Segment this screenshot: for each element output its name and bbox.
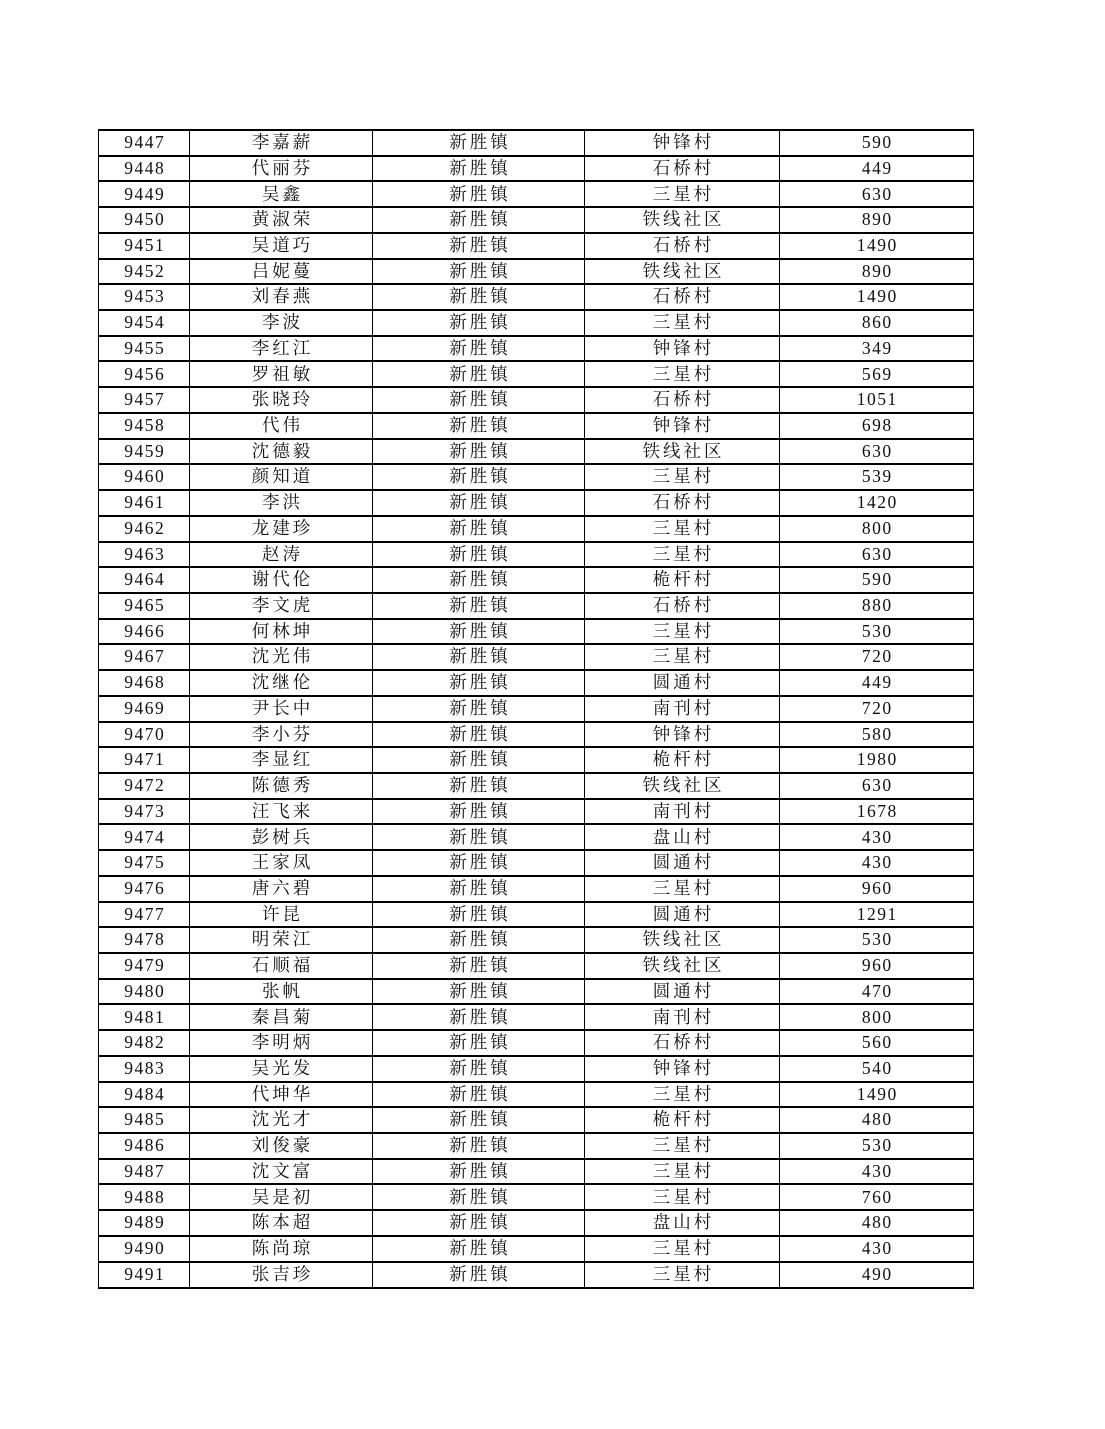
cell-person-name: 吴鑫	[190, 181, 373, 207]
table-row	[99, 310, 974, 336]
cell-village: 圆通村	[585, 850, 780, 876]
table-row	[99, 387, 974, 413]
cell-town: 新胜镇	[373, 464, 585, 490]
cell-village: 三星村	[585, 361, 780, 387]
cell-village: 圆通村	[585, 979, 780, 1005]
cell-amount: 1490	[780, 284, 974, 310]
cell-person-name: 沈光伟	[190, 644, 373, 670]
cell-serial-number: 9458	[99, 413, 190, 439]
cell-town: 新胜镇	[373, 1133, 585, 1159]
cell-person-name: 代坤华	[190, 1082, 373, 1108]
cell-serial-number: 9455	[99, 336, 190, 362]
cell-town: 新胜镇	[373, 361, 585, 387]
cell-serial-number: 9491	[99, 1262, 190, 1288]
cell-town: 新胜镇	[373, 233, 585, 259]
cell-village: 钟锋村	[585, 722, 780, 748]
cell-village: 三星村	[585, 876, 780, 902]
cell-serial-number: 9487	[99, 1159, 190, 1185]
cell-town: 新胜镇	[373, 1030, 585, 1056]
table-row	[99, 1236, 974, 1262]
roster-table-body	[99, 130, 974, 1288]
cell-amount: 880	[780, 593, 974, 619]
cell-person-name: 李波	[190, 310, 373, 336]
cell-amount: 430	[780, 850, 974, 876]
cell-serial-number: 9477	[99, 902, 190, 928]
table-row	[99, 284, 974, 310]
cell-village: 石桥村	[585, 233, 780, 259]
table-row	[99, 1107, 974, 1133]
cell-town: 新胜镇	[373, 824, 585, 850]
cell-serial-number: 9459	[99, 439, 190, 465]
cell-serial-number: 9449	[99, 181, 190, 207]
cell-town: 新胜镇	[373, 439, 585, 465]
cell-village: 钟锋村	[585, 413, 780, 439]
cell-village: 钟锋村	[585, 1056, 780, 1082]
cell-amount: 480	[780, 1210, 974, 1236]
cell-person-name: 黄淑荣	[190, 207, 373, 233]
cell-town: 新胜镇	[373, 1004, 585, 1030]
cell-town: 新胜镇	[373, 876, 585, 902]
table-row	[99, 130, 974, 156]
cell-serial-number: 9475	[99, 850, 190, 876]
cell-village: 钟锋村	[585, 336, 780, 362]
cell-person-name: 刘春燕	[190, 284, 373, 310]
cell-village: 三星村	[585, 644, 780, 670]
table-row	[99, 567, 974, 593]
cell-town: 新胜镇	[373, 619, 585, 645]
cell-person-name: 颜知道	[190, 464, 373, 490]
cell-person-name: 明荣江	[190, 927, 373, 953]
table-row	[99, 1210, 974, 1236]
cell-amount: 720	[780, 696, 974, 722]
cell-village: 桅杆村	[585, 1107, 780, 1133]
cell-village: 铁线社区	[585, 927, 780, 953]
cell-town: 新胜镇	[373, 490, 585, 516]
cell-amount: 960	[780, 876, 974, 902]
cell-amount: 1420	[780, 490, 974, 516]
cell-town: 新胜镇	[373, 747, 585, 773]
table-row	[99, 464, 974, 490]
cell-person-name: 尹长中	[190, 696, 373, 722]
cell-town: 新胜镇	[373, 1262, 585, 1288]
cell-amount: 560	[780, 1030, 974, 1056]
cell-serial-number: 9461	[99, 490, 190, 516]
cell-amount: 539	[780, 464, 974, 490]
cell-person-name: 沈文富	[190, 1159, 373, 1185]
cell-town: 新胜镇	[373, 799, 585, 825]
cell-town: 新胜镇	[373, 516, 585, 542]
cell-serial-number: 9465	[99, 593, 190, 619]
cell-village: 桅杆村	[585, 567, 780, 593]
cell-village: 石桥村	[585, 593, 780, 619]
cell-town: 新胜镇	[373, 130, 585, 156]
cell-person-name: 吴道巧	[190, 233, 373, 259]
cell-amount: 430	[780, 824, 974, 850]
cell-village: 铁线社区	[585, 773, 780, 799]
cell-person-name: 沈德毅	[190, 439, 373, 465]
cell-serial-number: 9486	[99, 1133, 190, 1159]
cell-person-name: 刘俊豪	[190, 1133, 373, 1159]
cell-serial-number: 9469	[99, 696, 190, 722]
cell-town: 新胜镇	[373, 1159, 585, 1185]
cell-serial-number: 9452	[99, 259, 190, 285]
cell-serial-number: 9456	[99, 361, 190, 387]
cell-person-name: 陈本超	[190, 1210, 373, 1236]
cell-amount: 1490	[780, 1082, 974, 1108]
table-row	[99, 156, 974, 182]
cell-serial-number: 9478	[99, 927, 190, 953]
table-row	[99, 1082, 974, 1108]
cell-village: 盘山村	[585, 1210, 780, 1236]
cell-serial-number: 9451	[99, 233, 190, 259]
cell-amount: 890	[780, 207, 974, 233]
cell-person-name: 许昆	[190, 902, 373, 928]
cell-amount: 449	[780, 156, 974, 182]
cell-town: 新胜镇	[373, 979, 585, 1005]
cell-serial-number: 9481	[99, 1004, 190, 1030]
cell-serial-number: 9447	[99, 130, 190, 156]
table-row	[99, 619, 974, 645]
cell-amount: 698	[780, 413, 974, 439]
cell-village: 圆通村	[585, 902, 780, 928]
cell-town: 新胜镇	[373, 644, 585, 670]
cell-village: 三星村	[585, 1262, 780, 1288]
cell-town: 新胜镇	[373, 181, 585, 207]
cell-amount: 430	[780, 1159, 974, 1185]
cell-serial-number: 9482	[99, 1030, 190, 1056]
cell-serial-number: 9479	[99, 953, 190, 979]
cell-amount: 1980	[780, 747, 974, 773]
cell-person-name: 龙建珍	[190, 516, 373, 542]
cell-serial-number: 9480	[99, 979, 190, 1005]
table-row	[99, 1030, 974, 1056]
cell-serial-number: 9470	[99, 722, 190, 748]
cell-amount: 860	[780, 310, 974, 336]
roster-table	[98, 129, 974, 1289]
cell-amount: 530	[780, 619, 974, 645]
cell-village: 三星村	[585, 310, 780, 336]
cell-person-name: 李嘉薪	[190, 130, 373, 156]
cell-town: 新胜镇	[373, 156, 585, 182]
cell-village: 三星村	[585, 1133, 780, 1159]
cell-village: 石桥村	[585, 1030, 780, 1056]
cell-person-name: 王家凤	[190, 850, 373, 876]
cell-village: 三星村	[585, 516, 780, 542]
cell-village: 铁线社区	[585, 953, 780, 979]
cell-amount: 430	[780, 1236, 974, 1262]
cell-amount: 630	[780, 542, 974, 568]
cell-village: 铁线社区	[585, 439, 780, 465]
cell-person-name: 陈德秀	[190, 773, 373, 799]
table-row	[99, 361, 974, 387]
cell-village: 三星村	[585, 619, 780, 645]
table-row	[99, 259, 974, 285]
table-row	[99, 799, 974, 825]
cell-town: 新胜镇	[373, 850, 585, 876]
cell-person-name: 吴光发	[190, 1056, 373, 1082]
table-row	[99, 644, 974, 670]
cell-serial-number: 9473	[99, 799, 190, 825]
cell-town: 新胜镇	[373, 773, 585, 799]
cell-person-name: 吴是初	[190, 1184, 373, 1210]
table-row	[99, 1133, 974, 1159]
cell-person-name: 吕妮蔓	[190, 259, 373, 285]
cell-amount: 530	[780, 927, 974, 953]
cell-person-name: 张帆	[190, 979, 373, 1005]
cell-amount: 960	[780, 953, 974, 979]
cell-town: 新胜镇	[373, 1107, 585, 1133]
cell-amount: 890	[780, 259, 974, 285]
cell-serial-number: 9464	[99, 567, 190, 593]
cell-serial-number: 9467	[99, 644, 190, 670]
cell-town: 新胜镇	[373, 1210, 585, 1236]
cell-village: 三星村	[585, 1082, 780, 1108]
table-row	[99, 1159, 974, 1185]
cell-amount: 349	[780, 336, 974, 362]
cell-person-name: 代伟	[190, 413, 373, 439]
cell-village: 石桥村	[585, 387, 780, 413]
table-row	[99, 1184, 974, 1210]
cell-amount: 630	[780, 181, 974, 207]
cell-amount: 1051	[780, 387, 974, 413]
cell-serial-number: 9454	[99, 310, 190, 336]
cell-village: 三星村	[585, 542, 780, 568]
table-row	[99, 439, 974, 465]
cell-town: 新胜镇	[373, 696, 585, 722]
table-row	[99, 876, 974, 902]
cell-village: 南刊村	[585, 1004, 780, 1030]
table-row	[99, 1056, 974, 1082]
table-row	[99, 850, 974, 876]
cell-serial-number: 9466	[99, 619, 190, 645]
cell-serial-number: 9476	[99, 876, 190, 902]
cell-amount: 480	[780, 1107, 974, 1133]
cell-town: 新胜镇	[373, 1056, 585, 1082]
cell-person-name: 张晓玲	[190, 387, 373, 413]
cell-person-name: 李显红	[190, 747, 373, 773]
cell-town: 新胜镇	[373, 1184, 585, 1210]
cell-person-name: 何林坤	[190, 619, 373, 645]
cell-village: 南刊村	[585, 696, 780, 722]
cell-amount: 1490	[780, 233, 974, 259]
table-row	[99, 233, 974, 259]
cell-serial-number: 9468	[99, 670, 190, 696]
cell-town: 新胜镇	[373, 542, 585, 568]
cell-amount: 590	[780, 567, 974, 593]
cell-person-name: 张吉珍	[190, 1262, 373, 1288]
table-row	[99, 516, 974, 542]
cell-serial-number: 9485	[99, 1107, 190, 1133]
cell-amount: 449	[780, 670, 974, 696]
cell-village: 圆通村	[585, 670, 780, 696]
cell-amount: 800	[780, 516, 974, 542]
table-row	[99, 1004, 974, 1030]
cell-amount: 1678	[780, 799, 974, 825]
cell-town: 新胜镇	[373, 722, 585, 748]
table-row	[99, 181, 974, 207]
cell-town: 新胜镇	[373, 670, 585, 696]
table-row	[99, 773, 974, 799]
cell-town: 新胜镇	[373, 953, 585, 979]
cell-serial-number: 9474	[99, 824, 190, 850]
cell-person-name: 罗祖敏	[190, 361, 373, 387]
cell-village: 三星村	[585, 1159, 780, 1185]
table-row	[99, 670, 974, 696]
cell-town: 新胜镇	[373, 927, 585, 953]
cell-serial-number: 9488	[99, 1184, 190, 1210]
cell-town: 新胜镇	[373, 284, 585, 310]
cell-person-name: 沈继伦	[190, 670, 373, 696]
cell-village: 铁线社区	[585, 207, 780, 233]
cell-person-name: 赵涛	[190, 542, 373, 568]
cell-person-name: 石顺福	[190, 953, 373, 979]
table-row	[99, 953, 974, 979]
cell-amount: 630	[780, 439, 974, 465]
cell-person-name: 秦昌菊	[190, 1004, 373, 1030]
cell-amount: 800	[780, 1004, 974, 1030]
cell-serial-number: 9462	[99, 516, 190, 542]
cell-town: 新胜镇	[373, 259, 585, 285]
cell-person-name: 沈光才	[190, 1107, 373, 1133]
cell-person-name: 李洪	[190, 490, 373, 516]
cell-town: 新胜镇	[373, 413, 585, 439]
table-row	[99, 207, 974, 233]
cell-amount: 720	[780, 644, 974, 670]
cell-town: 新胜镇	[373, 1082, 585, 1108]
cell-village: 盘山村	[585, 824, 780, 850]
cell-town: 新胜镇	[373, 593, 585, 619]
cell-town: 新胜镇	[373, 902, 585, 928]
table-row	[99, 490, 974, 516]
table-row	[99, 824, 974, 850]
cell-serial-number: 9448	[99, 156, 190, 182]
table-row	[99, 902, 974, 928]
table-row	[99, 979, 974, 1005]
cell-serial-number: 9472	[99, 773, 190, 799]
table-row	[99, 722, 974, 748]
cell-person-name: 汪飞来	[190, 799, 373, 825]
cell-person-name: 李小芬	[190, 722, 373, 748]
cell-amount: 530	[780, 1133, 974, 1159]
table-row	[99, 1262, 974, 1288]
table-row	[99, 413, 974, 439]
cell-village: 铁线社区	[585, 259, 780, 285]
cell-town: 新胜镇	[373, 207, 585, 233]
cell-serial-number: 9450	[99, 207, 190, 233]
cell-amount: 569	[780, 361, 974, 387]
cell-village: 三星村	[585, 181, 780, 207]
table-row	[99, 542, 974, 568]
cell-amount: 490	[780, 1262, 974, 1288]
cell-amount: 1291	[780, 902, 974, 928]
cell-serial-number: 9457	[99, 387, 190, 413]
cell-person-name: 代丽芬	[190, 156, 373, 182]
cell-serial-number: 9471	[99, 747, 190, 773]
table-row	[99, 927, 974, 953]
cell-serial-number: 9489	[99, 1210, 190, 1236]
cell-person-name: 唐六碧	[190, 876, 373, 902]
cell-person-name: 李红江	[190, 336, 373, 362]
cell-village: 石桥村	[585, 490, 780, 516]
table-row	[99, 593, 974, 619]
cell-town: 新胜镇	[373, 387, 585, 413]
cell-village: 石桥村	[585, 156, 780, 182]
table-row	[99, 747, 974, 773]
cell-amount: 580	[780, 722, 974, 748]
cell-village: 石桥村	[585, 284, 780, 310]
cell-town: 新胜镇	[373, 336, 585, 362]
cell-amount: 760	[780, 1184, 974, 1210]
cell-person-name: 陈尚琼	[190, 1236, 373, 1262]
cell-town: 新胜镇	[373, 567, 585, 593]
cell-town: 新胜镇	[373, 310, 585, 336]
cell-serial-number: 9483	[99, 1056, 190, 1082]
cell-serial-number: 9490	[99, 1236, 190, 1262]
cell-village: 三星村	[585, 1236, 780, 1262]
cell-person-name: 李明炳	[190, 1030, 373, 1056]
cell-town: 新胜镇	[373, 1236, 585, 1262]
cell-village: 南刊村	[585, 799, 780, 825]
cell-village: 三星村	[585, 1184, 780, 1210]
table-row	[99, 696, 974, 722]
cell-serial-number: 9453	[99, 284, 190, 310]
cell-person-name: 谢代伦	[190, 567, 373, 593]
cell-village: 三星村	[585, 464, 780, 490]
cell-amount: 630	[780, 773, 974, 799]
cell-serial-number: 9460	[99, 464, 190, 490]
cell-serial-number: 9463	[99, 542, 190, 568]
table-row	[99, 336, 974, 362]
cell-amount: 590	[780, 130, 974, 156]
cell-person-name: 李文虎	[190, 593, 373, 619]
cell-person-name: 彭树兵	[190, 824, 373, 850]
cell-village: 钟锋村	[585, 130, 780, 156]
cell-serial-number: 9484	[99, 1082, 190, 1108]
cell-village: 桅杆村	[585, 747, 780, 773]
cell-amount: 540	[780, 1056, 974, 1082]
cell-amount: 470	[780, 979, 974, 1005]
